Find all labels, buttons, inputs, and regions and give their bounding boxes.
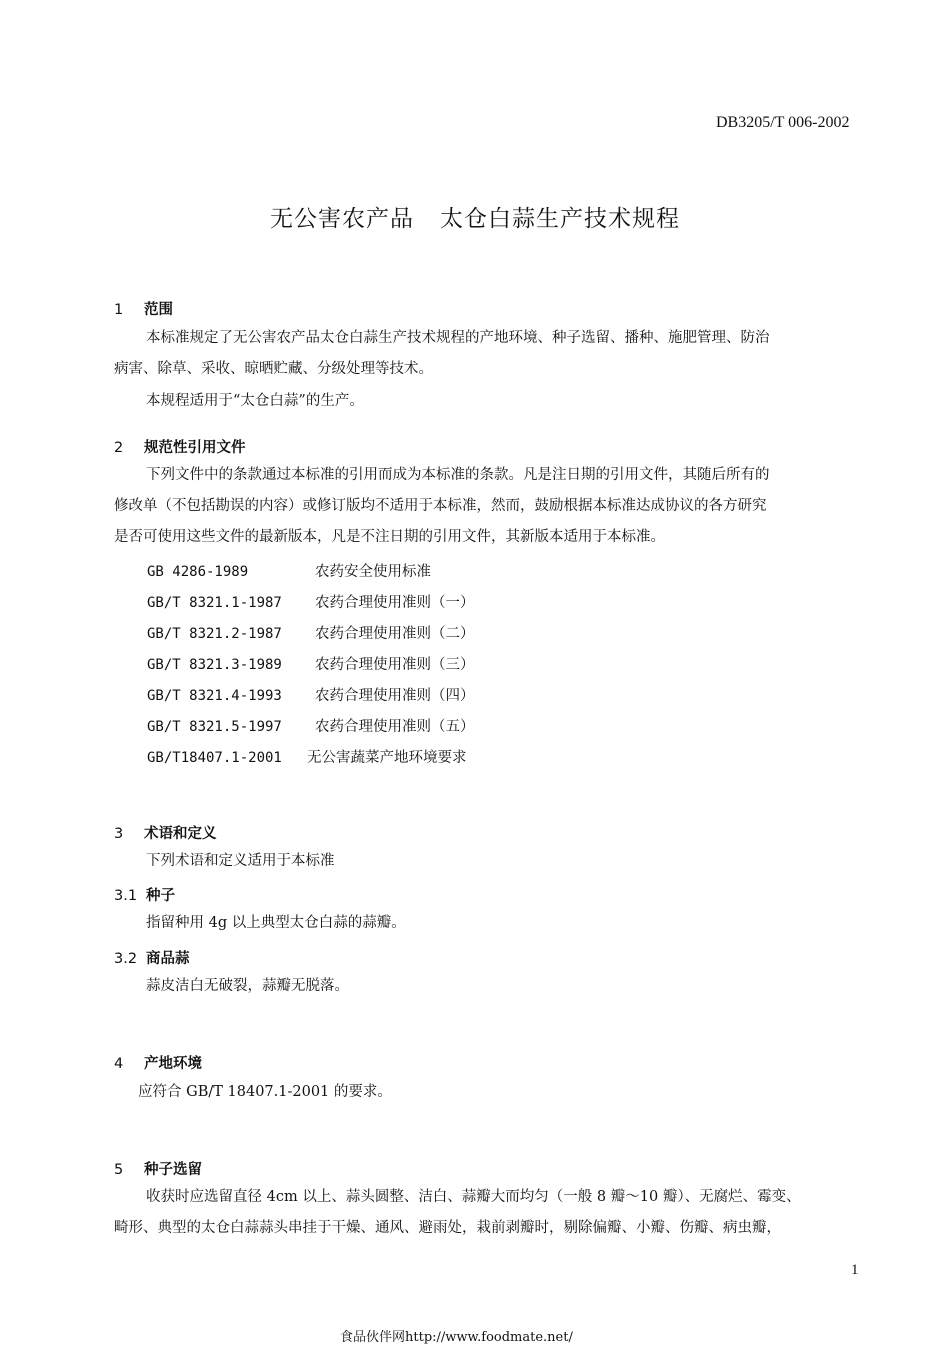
reference-code: GB 4286-1989 [147,564,249,580]
section-3-2-text: 蒜皮洁白无破裂，蒜瓣无脱落。 [146,978,349,994]
section-2-heading [114,436,246,457]
section-5-line-1: 收获时应选留直径 4cm 以上、蒜头圆整、洁白、蒜瓣大而均匀（一般 8 瓣～10 瓣）、无腐烂、霉变、 [146,1189,801,1205]
reference-code: GB/T 8321.4-1993 [147,688,282,704]
reference-item [147,715,475,736]
reference-code: GB/T 8321.2-1987 [147,626,282,642]
reference-title: 农药合理使用准则（一） [315,595,475,611]
section-4-heading [114,1052,202,1073]
reference-title: 农药合理使用准则（四） [315,688,475,704]
page-number: 1 [851,1262,859,1278]
reference-title: 农药合理使用准则（二） [315,626,475,642]
reference-code: GB/T 8321.3-1989 [147,657,282,673]
section-3-2-heading [114,947,190,968]
section-3-1-heading [114,884,175,905]
section-title: 范围 [144,302,173,318]
page-title [0,200,950,233]
section-title: 商品蒜 [146,951,190,967]
section-number: 2 [114,440,124,456]
reference-item [147,684,475,705]
reference-code: GB/T18407.1-2001 [147,750,282,766]
section-2-paragraph-line-3: 是否可使用这些文件的最新版本，凡是不注日期的引用文件，其新版本适用于本标准。 [114,529,665,545]
section-title: 规范性引用文件 [144,440,246,456]
section-number: 4 [114,1056,124,1072]
section-1-heading [114,298,173,319]
section-title: 产地环境 [144,1056,202,1072]
reference-item [147,622,475,643]
reference-title: 无公害蔬菜产地环境要求 [307,750,467,766]
section-3-heading [114,822,217,843]
section-2-paragraph-line-1: 下列文件中的条款通过本标准的引用而成为本标准的条款。凡是注日期的引用文件，其随后所有的 [146,467,770,483]
reference-item [147,591,475,612]
section-number: 5 [114,1162,124,1178]
title-part-2: 太仓白蒜生产技术规程 [440,206,680,232]
section-number: 3.2 [114,951,138,967]
section-4-text: 应符合 GB/T 18407.1-2001 的要求。 [138,1084,392,1100]
section-title: 种子 [146,888,175,904]
section-title: 种子选留 [144,1162,202,1178]
reference-item [147,746,467,767]
section-3-1-text: 指留种用 4g 以上典型太仓白蒜的蒜瓣。 [146,915,406,931]
reference-item [147,653,475,674]
title-part-1: 无公害农产品 [270,206,414,232]
reference-title: 农药安全使用标准 [315,564,431,580]
section-5-heading [114,1158,202,1179]
section-3-intro: 下列术语和定义适用于本标准 [146,853,335,869]
footer-watermark: 食品伙伴网http://www.foodmate.net/ [340,1330,573,1345]
section-1-paragraph-line-1: 本标准规定了无公害农产品太仓白蒜生产技术规程的产地环境、种子选留、播种、施肥管理、防治 [146,330,770,346]
reference-title: 农药合理使用准则（三） [315,657,475,673]
reference-title: 农药合理使用准则（五） [315,719,475,735]
reference-item [147,560,431,581]
section-title: 术语和定义 [144,826,217,842]
document-number: DB3205/T 006-2002 [716,114,850,131]
section-5-line-2: 畸形、典型的太仓白蒜蒜头串挂于干燥、通风、避雨处，栽前剥瓣时，剔除偏瓣、小瓣、伤瓣、病虫瓣， [114,1220,781,1236]
reference-code: GB/T 8321.1-1987 [147,595,282,611]
section-number: 3 [114,826,124,842]
section-1-paragraph-2: 本规程适用于“太仓白蒜”的生产。 [146,393,364,409]
section-number: 1 [114,302,124,318]
section-1-paragraph-line-2: 病害、除草、采收、晾晒贮藏、分级处理等技术。 [114,361,433,377]
section-2-paragraph-line-2: 修改单（不包括勘误的内容）或修订版均不适用于本标准，然而，鼓励根据本标准达成协议的各方研究 [114,498,767,514]
section-number: 3.1 [114,888,138,904]
reference-code: GB/T 8321.5-1997 [147,719,282,735]
